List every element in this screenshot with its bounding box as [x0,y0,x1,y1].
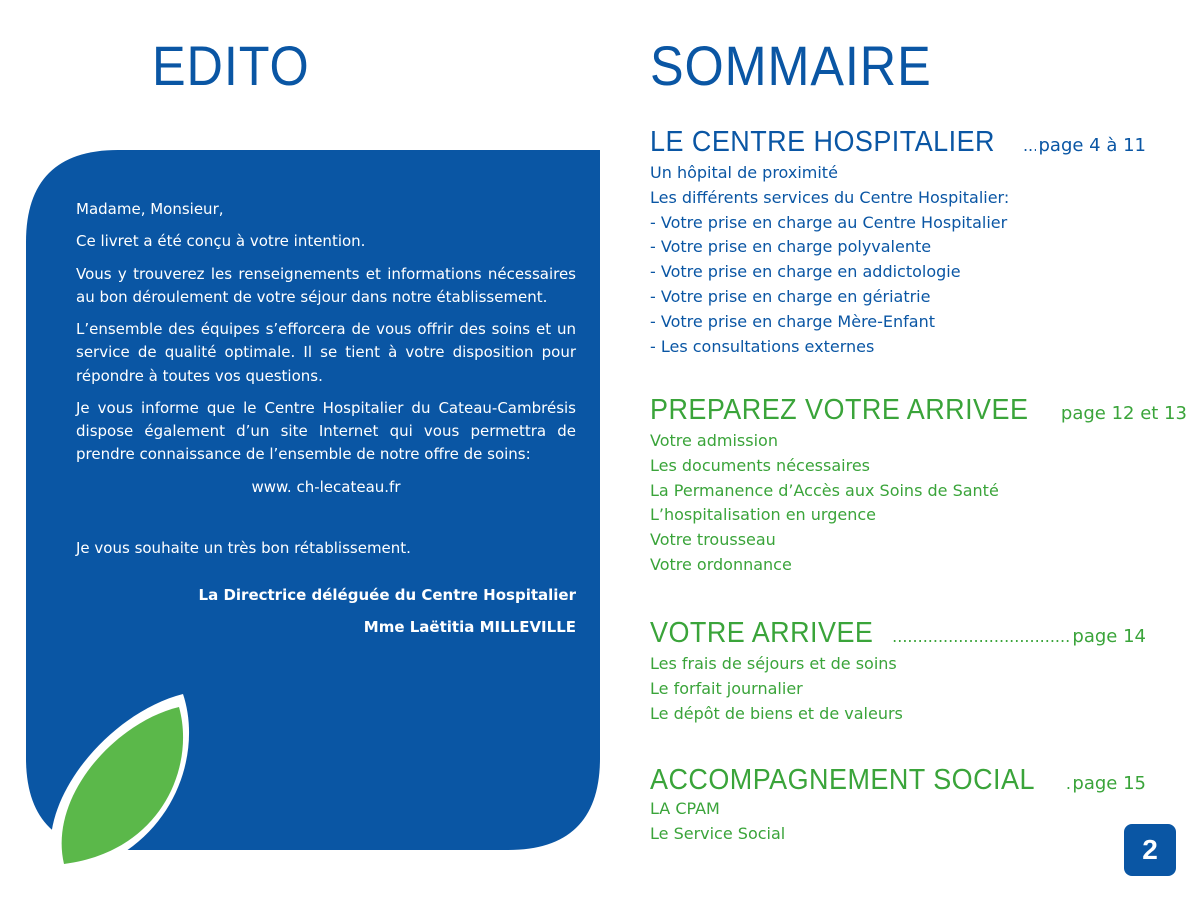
toc-heading-row[interactable] [650,394,1187,426]
toc-heading-row[interactable] [650,619,1146,648]
toc-item[interactable]: Votre ordonnance [650,554,792,574]
edito-paragraph: Vous y trouverez les renseignements et informations nécessaires au bon déroulement de votre séjour dans notre établissement. [76,264,576,306]
toc-item[interactable]: Le forfait journalier [650,678,803,698]
toc-heading: PREPAREZ VOTRE ARRIVEE [650,394,1029,426]
signature-name: Mme Laëtitia MILLEVILLE [363,618,576,637]
edito-paragraph: Ce livret a été conçu à votre intention. [76,232,366,251]
page-number-badge: 2 [1124,824,1176,876]
edito-closing: Je vous souhaite un très bon rétablissement. [76,538,411,557]
toc-heading: VOTRE ARRIVEE [650,617,874,649]
toc-item[interactable]: Un hôpital de proximité [650,163,838,182]
website-url[interactable]: www. ch-lecateau.fr [251,477,401,496]
sommaire-title: SOMMAIRE [650,34,932,97]
toc-leader-dots [1066,776,1071,792]
toc-page-ref: page 4 à 11 [1038,135,1146,156]
toc-section-votre-arrivee [650,619,1146,726]
toc-heading-row[interactable] [650,128,1146,157]
toc-item[interactable]: L’hospitalisation en urgence [650,505,876,525]
toc-item[interactable]: Le Service Social [650,823,786,843]
toc-page-ref: page 15 [1072,773,1146,794]
toc-heading-row[interactable] [650,766,1146,795]
toc-section-centre-hospitalier [650,128,1146,359]
toc-item[interactable]: Votre admission [650,431,778,450]
edito-paragraph: L’ensemble des équipes s’efforcera de vous offrir des soins et un service de qualité optimale. Il se tient à votre disposition pour répondre à toutes vos questions. [76,320,576,385]
toc-item[interactable]: Les différents services du Centre Hospitalier: [650,187,1010,207]
edito-title: EDITO [152,34,310,97]
toc-item[interactable]: - Votre prise en charge en gériatrie [650,286,931,306]
toc-item[interactable]: LA CPAM [650,799,720,818]
toc-item[interactable]: Les frais de séjours et de soins [650,654,897,673]
toc-item[interactable]: Votre trousseau [650,530,776,550]
toc-leader-dots [892,629,1070,645]
toc-item[interactable]: - Les consultations externes [650,336,875,356]
toc-leader-dots [1023,138,1037,154]
toc-heading: LE CENTRE HOSPITALIER [650,126,995,158]
toc-heading: ACCOMPAGNEMENT SOCIAL [650,764,1035,796]
toc-item[interactable]: - Votre prise en charge polyvalente [650,237,932,257]
toc-item[interactable]: La Permanence d’Accès aux Soins de Santé [650,480,999,500]
toc-item[interactable]: - Votre prise en charge au Centre Hospitalier [650,212,1008,232]
edito-greeting: Madame, Monsieur, [76,200,224,218]
edito-body [76,198,576,649]
toc-item[interactable]: Le dépôt de biens et de valeurs [650,703,903,723]
toc-page-ref: page 14 [1072,626,1146,647]
toc-item[interactable]: - Votre prise en charge Mère-Enfant [650,311,936,331]
toc-section-accompagnement [650,766,1146,847]
signature-role: La Directrice déléguée du Centre Hospitalier [198,586,576,604]
edito-paragraph: Je vous informe que le Centre Hospitalier du Cateau-Cambrésis dispose également d’un site Internet qui vous permettra de prendre connaissance de l’ensemble de notre offre de soins: [76,398,576,464]
toc-item[interactable]: Les documents nécessaires [650,455,870,475]
toc-section-preparez [650,394,1187,578]
toc-item[interactable]: - Votre prise en charge en addictologie [650,262,961,282]
toc-page-ref: page 12 et 13 [1060,403,1187,424]
